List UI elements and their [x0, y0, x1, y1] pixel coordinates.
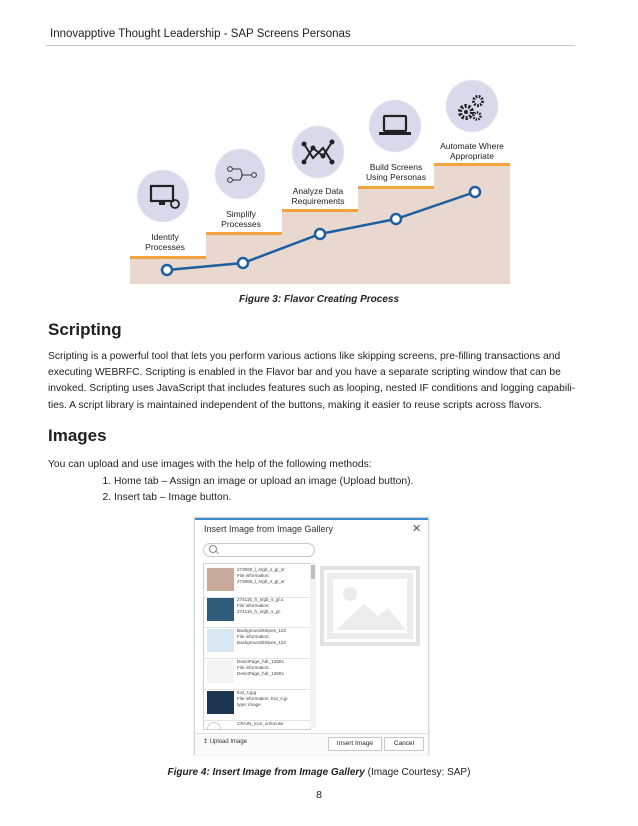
image-file-list[interactable] [203, 563, 311, 730]
search-icon [209, 545, 217, 553]
images-heading: Images [48, 426, 107, 445]
scripting-heading: Scripting [48, 320, 122, 339]
search-input[interactable] [203, 543, 315, 557]
step-4-block [358, 188, 434, 284]
flow-arrow-icon [215, 149, 265, 199]
stage-label-1: Identify Processes [145, 232, 185, 252]
insert-image-button[interactable]: Insert Image [328, 737, 382, 751]
stage-label-4: Build Screens Using Personas [365, 162, 426, 182]
list-item: 1. Home tab – Assign an image or upload an image (Upload button). [114, 474, 413, 490]
line-marker-2 [238, 258, 248, 268]
stage-label-3: Analyze Data Requirements [291, 186, 345, 206]
list-item[interactable]: BackgroundStripes_122 File information: BackgroundStripes_122 [204, 625, 310, 659]
stage-label-2: Simplify Processes [221, 209, 261, 229]
list-item: 2. Insert tab – Image button. [114, 490, 413, 506]
upload-icon: ↥ [203, 739, 209, 745]
list-item[interactable]: Eat_s.jpg File information: Eat_s.jp type: image [204, 687, 310, 721]
scripting-paragraph: Scripting is a powerful tool that lets you perform various actions like skipping screens, pre-filling transactions and executing WEBRFC. Scripting is enabled in the Flavor bar and you have a separate scripting window that can be invoked. Scripting uses JavaScript that includes features such as looping, nested IF conditions and logging capabili-ties. A script library is maintained independent of the buttons, making it easier to reuse scripts across flavors. [48, 351, 576, 411]
image-preview [320, 566, 420, 646]
step-3-block [282, 211, 358, 284]
insert-image-dialog [194, 517, 429, 755]
image-thumbnail [207, 722, 221, 730]
line-marker-5 [470, 187, 480, 197]
stage-label-5: Automate Where Appropriate [440, 141, 504, 161]
flavor-process-figure [120, 78, 520, 288]
list-item[interactable]: CRAIN_icon_unfocuse [204, 718, 310, 730]
close-icon[interactable]: ✕ [412, 523, 422, 535]
image-methods-list [96, 474, 413, 506]
figure-3-caption: Figure 3: Flavor Creating Process [238, 294, 400, 305]
image-placeholder-icon [324, 570, 416, 642]
list-scrollbar[interactable] [310, 563, 316, 728]
list-item[interactable]: 274115_h_srgb_s_gl.u File information: 274115_h_srgb_s_gl. [204, 594, 310, 628]
list-item[interactable]: 273060_l_srgb_s_gl_sr File information: 273060_l_srgb_s_gl_sr [204, 564, 310, 598]
figure-4-caption: Figure 4: Insert Image from Image Gallery (Image Courtesy: SAP) [167, 767, 471, 778]
line-marker-4 [391, 214, 401, 224]
page-number: 8 [316, 789, 322, 801]
line-marker-3 [315, 229, 325, 239]
running-header: Innovapptive Thought Leadership - SAP Screens Personas [50, 28, 351, 40]
image-thumbnail [207, 568, 234, 591]
gears-icon [446, 80, 498, 132]
list-item[interactable]: DesctPage_hdr_1280x File information: DesctPage_hdr_1280x [204, 656, 310, 690]
scrollbar-thumb[interactable] [311, 565, 315, 579]
flavor-process-diagram [120, 78, 520, 288]
image-thumbnail [207, 598, 234, 621]
upload-image-button[interactable]: ↥ Upload Image [203, 739, 248, 745]
monitor-search-icon [137, 170, 189, 222]
line-marker-1 [162, 265, 172, 275]
dialog-accent-bar [195, 518, 428, 520]
image-thumbnail [207, 660, 234, 683]
image-thumbnail [207, 629, 234, 652]
network-nodes-icon [292, 126, 344, 178]
cancel-button[interactable]: Cancel [384, 737, 424, 751]
dialog-title: Insert Image from Image Gallery [204, 524, 334, 534]
image-thumbnail [207, 691, 234, 714]
images-intro: You can upload and use images with the help of the following methods: [48, 459, 372, 470]
step-5-block [434, 165, 510, 284]
laptop-icon [369, 100, 421, 152]
header-divider [46, 45, 575, 46]
